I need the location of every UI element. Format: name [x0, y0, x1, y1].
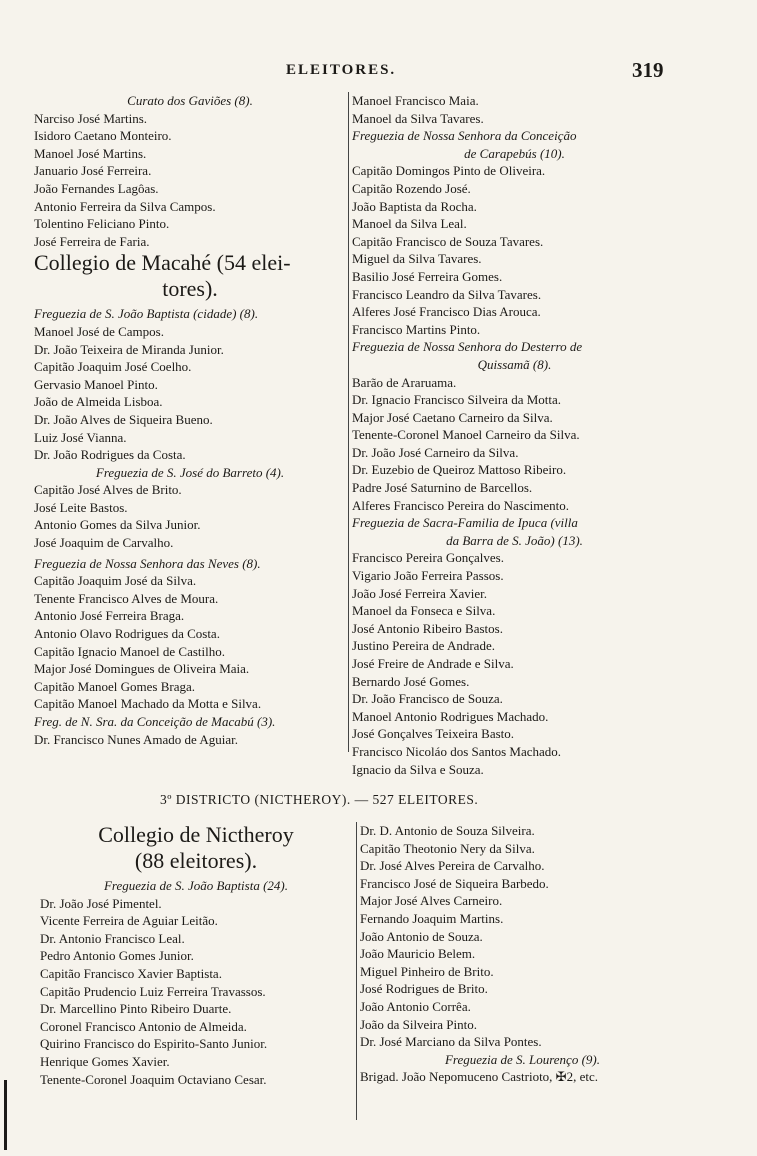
freguezia-heading: de Carapebús (10). — [464, 145, 565, 161]
freguezia-heading: Freguezia de S. João Baptista (cidade) (8). — [34, 306, 259, 322]
elector-name: Capitão Francisco de Souza Tavares. — [352, 233, 544, 249]
elector-name: Justino Pereira de Andrade. — [352, 638, 495, 654]
elector-name: João da Silveira Pinto. — [360, 1016, 477, 1032]
elector-name: Isidoro Caetano Monteiro. — [34, 128, 172, 144]
elector-name: Tenente-Coronel Joaquim Octaviano Cesar. — [40, 1071, 267, 1087]
elector-name: José Leite Bastos. — [34, 499, 128, 515]
elector-name: Quirino Francisco do Espirito-Santo Junior. — [40, 1036, 268, 1052]
elector-name: João Mauricio Belem. — [360, 946, 476, 962]
elector-name: Miguel Pinheiro de Brito. — [360, 963, 494, 979]
elector-name: Francisco José de Siqueira Barbedo. — [360, 875, 549, 891]
elector-name: Vicente Ferreira de Aguiar Leitão. — [40, 913, 218, 929]
elector-name: Capitão Joaquim José da Silva. — [34, 573, 197, 589]
freguezia-heading: Freguezia de Nossa Senhora da Conceição — [352, 128, 577, 144]
margin-mark — [4, 1080, 7, 1150]
left-column-bottom — [40, 822, 352, 1088]
elector-name: Major José Alves Carneiro. — [360, 893, 503, 909]
district-heading: 3º DISTRICTO (NICTHEROY). — 527 ELEITORES. — [160, 792, 479, 807]
elector-name: João Antonio Corrêa. — [360, 998, 471, 1014]
elector-name: Padre José Saturnino de Barcellos. — [352, 480, 533, 496]
collegio-heading: (88 eleitores). — [134, 848, 258, 873]
elector-name: Tenente Francisco Alves de Moura. — [34, 590, 219, 606]
elector-name: Manoel José Martins. — [34, 145, 147, 161]
elector-name: José Gonçalves Teixeira Basto. — [352, 726, 515, 742]
freguezia-heading: Freguezia de S. João Baptista (24). — [103, 878, 288, 893]
page-number: 319 — [632, 58, 664, 82]
elector-name: Ignacio da Silva e Souza. — [352, 761, 484, 777]
elector-name: Dr. João Teixeira de Miranda Junior. — [34, 341, 224, 357]
elector-name: Manoel José de Campos. — [34, 323, 164, 339]
elector-name: Tolentino Feliciano Pinto. — [34, 216, 170, 232]
elector-name: José Rodrigues de Brito. — [360, 981, 488, 997]
elector-name: João Fernandes Lagôas. — [34, 180, 159, 196]
elector-name: Pedro Antonio Gomes Junior. — [40, 948, 194, 964]
left-column-top — [34, 92, 346, 748]
elector-name: Dr. João José Pimentel. — [40, 895, 162, 911]
elector-name: Vigario João Ferreira Passos. — [352, 568, 504, 584]
elector-name: Manoel da Silva Leal. — [352, 216, 467, 232]
elector-name: Major José Domingues de Oliveira Maia. — [34, 661, 250, 677]
elector-name: Dr. Francisco Nunes Amado de Aguiar. — [34, 731, 238, 747]
elector-name: Fernando Joaquim Martins. — [360, 910, 504, 926]
elector-name: Manoel Antonio Rodrigues Machado. — [352, 708, 549, 724]
elector-name: João José Ferreira Xavier. — [352, 585, 488, 601]
elector-name: José Antonio Ribeiro Bastos. — [352, 620, 503, 636]
elector-name: Capitão José Alves de Brito. — [34, 482, 182, 498]
collegio-heading: Collegio de Nictheroy — [98, 822, 294, 847]
elector-name: Manoel Francisco Maia. — [352, 93, 479, 108]
elector-name: Miguel da Silva Tavares. — [352, 251, 482, 267]
elector-name: Coronel Francisco Antonio de Almeida. — [40, 1018, 247, 1034]
freguezia-heading: da Barra de S. João) (13). — [446, 532, 583, 548]
freguezia-heading: Freguezia de Sacra-Familia de Ipuca (villa — [352, 515, 578, 531]
elector-name: Alferes Francisco Pereira do Nascimento. — [352, 497, 569, 513]
elector-name: Antonio Gomes da Silva Junior. — [34, 517, 201, 533]
elector-name: Dr. Ignacio Francisco Silveira da Motta. — [352, 392, 562, 408]
elector-name: Francisco Nicoláo dos Santos Machado. — [352, 743, 562, 759]
elector-name: Capitão Domingos Pinto de Oliveira. — [352, 163, 546, 179]
elector-name: Luiz José Vianna. — [34, 429, 127, 445]
elector-name: Major José Caetano Carneiro da Silva. — [352, 409, 553, 425]
elector-name: João Baptista da Rocha. — [352, 198, 477, 214]
right-column-bottom — [356, 822, 685, 1120]
elector-name: Dr. Marcellino Pinto Ribeiro Duarte. — [40, 1001, 232, 1017]
elector-name: Francisco Leandro da Silva Tavares. — [352, 286, 542, 302]
elector-name: Capitão Francisco Xavier Baptista. — [40, 965, 222, 981]
elector-name: João Antonio de Souza. — [360, 928, 483, 944]
elector-name: Capitão Rozendo José. — [352, 180, 471, 196]
elector-name: Manoel da Fonseca e Silva. — [352, 603, 496, 619]
elector-name: Gervasio Manoel Pinto. — [34, 376, 158, 392]
elector-name: Dr. João Rodrigues da Costa. — [34, 447, 186, 463]
elector-name: Francisco Pereira Gonçalves. — [352, 550, 504, 566]
elector-name: Capitão Theotonio Nery da Silva. — [360, 840, 535, 856]
right-column-top — [348, 92, 677, 777]
elector-name: João de Almeida Lisboa. — [34, 394, 163, 410]
elector-name: José Freire de Andrade e Silva. — [352, 656, 514, 671]
collegio-heading: Collegio de Macahé (54 elei- — [34, 250, 291, 276]
elector-name: Barão de Araruama. — [352, 374, 457, 390]
elector-name: Januario José Ferreira. — [34, 163, 152, 179]
elector-name: Tenente-Coronel Manoel Carneiro da Silva. — [352, 427, 580, 443]
freguezia-heading: Freguezia de S. Lourenço (9). — [444, 1051, 600, 1067]
elector-name: Bernardo José Gomes. — [352, 673, 470, 689]
elector-name: Narciso José Martins. — [34, 110, 148, 126]
elector-name: Capitão Prudencio Luiz Ferreira Travassos. — [40, 983, 266, 999]
collegio-heading: tores). — [162, 276, 218, 302]
elector-name: Capitão Joaquim José Coelho. — [34, 359, 192, 375]
elector-name: Dr. João Francisco de Souza. — [352, 691, 503, 707]
elector-name: Dr. José Alves Pereira de Carvalho. — [360, 858, 545, 874]
elector-name: Dr. D. Antonio de Souza Silveira. — [360, 823, 535, 838]
elector-name: Dr. Antonio Francisco Leal. — [40, 930, 185, 946]
elector-name: José Ferreira de Faria. — [34, 233, 150, 249]
elector-name: Capitão Ignacio Manoel de Castilho. — [34, 643, 225, 659]
freguezia-heading: Curato dos Gaviões (8). — [127, 93, 253, 108]
elector-name: Dr. José Marciano da Silva Pontes. — [360, 1034, 542, 1050]
elector-name: Antonio José Ferreira Braga. — [34, 608, 185, 624]
freguezia-heading: Freg. de N. Sra. da Conceição de Macabú (3). — [34, 714, 276, 729]
elector-name: Basilio José Ferreira Gomes. — [352, 268, 503, 284]
freguezia-heading: Freguezia de S. José do Barreto (4). — [95, 464, 285, 480]
elector-name: Dr. João José Carneiro da Silva. — [352, 444, 519, 460]
elector-name: Brigad. João Nepomuceno Castrioto, ✠2, etc. — [360, 1069, 598, 1085]
elector-name: Capitão Manoel Gomes Braga. — [34, 678, 196, 694]
elector-name: Dr. João Alves de Siqueira Bueno. — [34, 411, 213, 427]
elector-name: Antonio Ferreira da Silva Campos. — [34, 198, 216, 214]
elector-name: Dr. Euzebio de Queiroz Mattoso Ribeiro. — [352, 462, 567, 478]
freguezia-heading: Quissamã (8). — [477, 356, 552, 372]
freguezia-heading: Freguezia de Nossa Senhora do Desterro de — [352, 339, 583, 355]
elector-name: Manoel da Silva Tavares. — [352, 110, 484, 126]
elector-name: Antonio Olavo Rodrigues da Costa. — [34, 626, 220, 642]
freguezia-heading: Freguezia de Nossa Senhora das Neves (8). — [34, 555, 261, 571]
elector-name: Henrique Gomes Xavier. — [40, 1053, 170, 1069]
elector-name: Capitão Manoel Machado da Motta e Silva. — [34, 696, 262, 712]
elector-name: Alferes José Francisco Dias Arouca. — [352, 304, 541, 320]
elector-name: Francisco Martins Pinto. — [352, 321, 481, 337]
elector-name: José Joaquim de Carvalho. — [34, 535, 174, 551]
running-header: ELEITORES. — [286, 62, 397, 78]
